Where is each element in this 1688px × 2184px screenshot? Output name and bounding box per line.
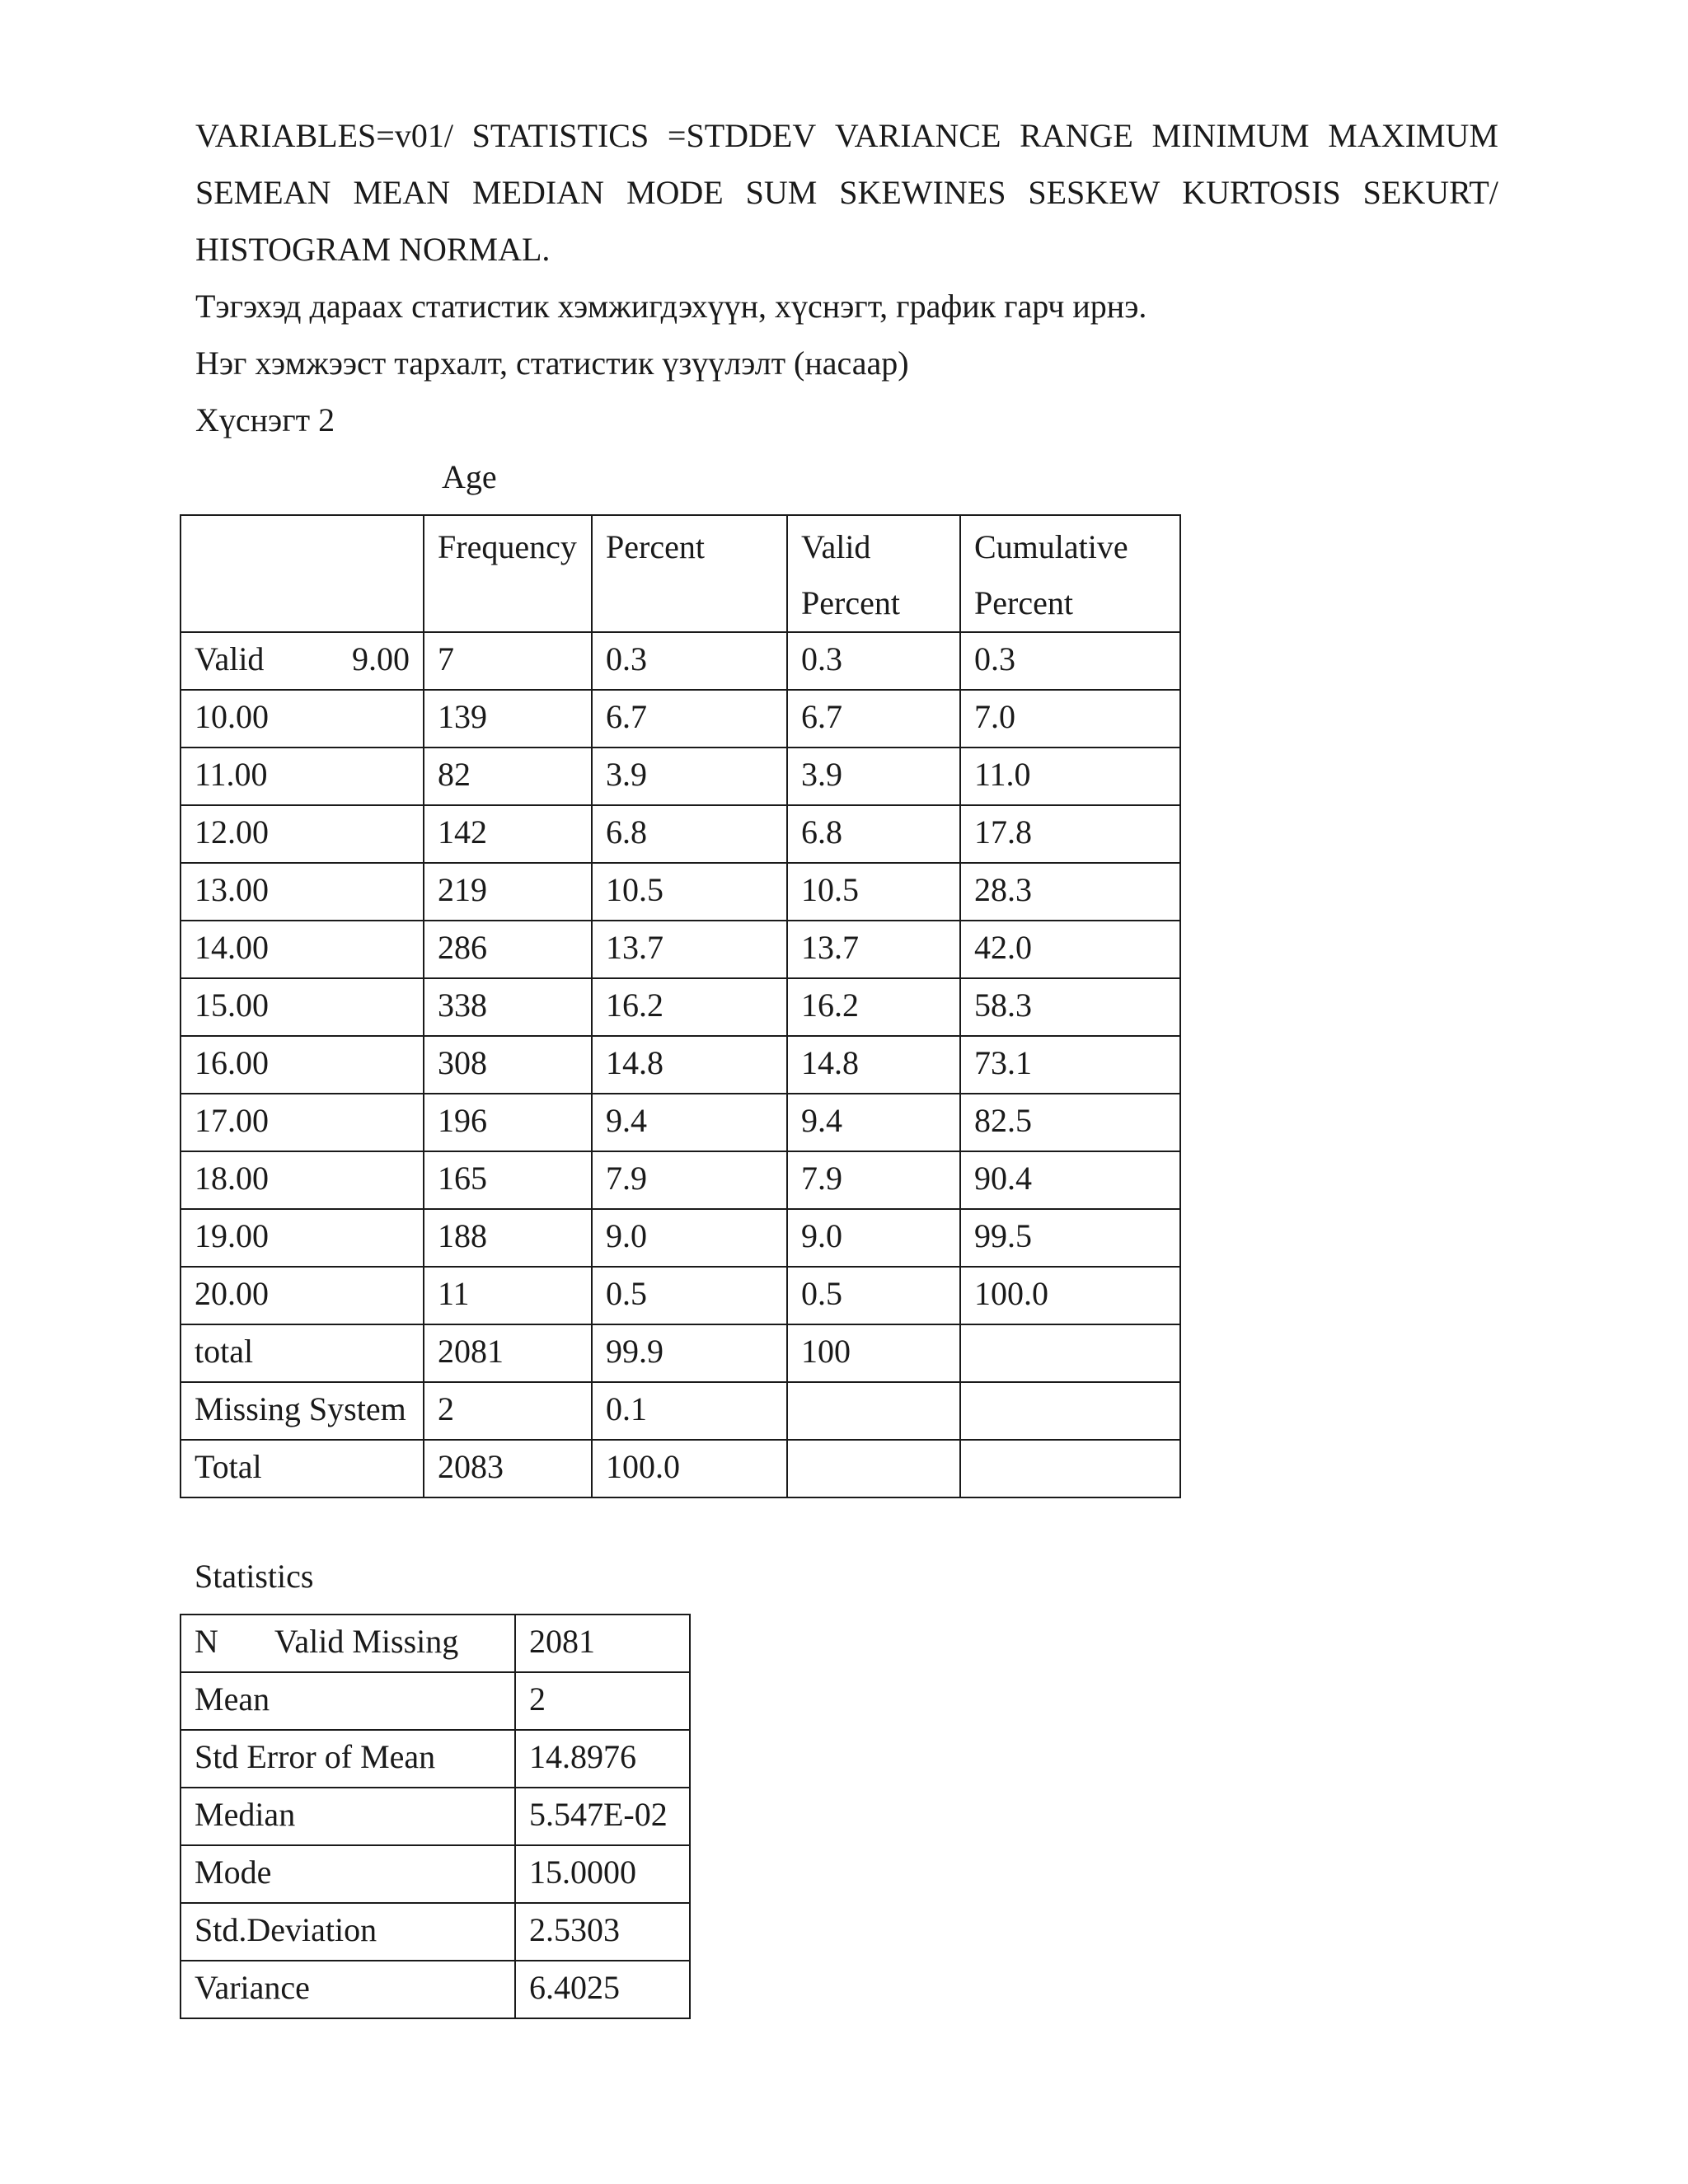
header-cell-valid-percent: Valid Percent	[787, 515, 960, 632]
valid-percent-cell: 7.9	[787, 1151, 960, 1209]
percent-cell: 99.9	[592, 1324, 787, 1382]
row-label: Std Error of Mean	[181, 1730, 515, 1788]
cumulative-percent-cell	[960, 1440, 1180, 1497]
frequency-cell: 219	[424, 863, 592, 921]
table-row	[181, 1730, 690, 1788]
table-row	[181, 1903, 690, 1961]
frequency-cell: 338	[424, 978, 592, 1036]
cumulative-percent-cell: 17.8	[960, 805, 1180, 863]
table-row	[181, 1961, 690, 2018]
percent-cell: 16.2	[592, 978, 787, 1036]
table-row-subtotal	[181, 1324, 1180, 1382]
valid-percent-cell: 6.7	[787, 690, 960, 748]
frequency-table	[180, 514, 1181, 1498]
cumulative-percent-cell: 28.3	[960, 863, 1180, 921]
valid-percent-cell: 0.5	[787, 1267, 960, 1324]
frequency-cell: 139	[424, 690, 592, 748]
n-sublabel: Valid Missing	[274, 1623, 459, 1660]
valid-percent-cell: 14.8	[787, 1036, 960, 1094]
row-label: 13.00	[181, 863, 424, 921]
syntax-line-2	[195, 176, 1498, 209]
valid-percent-cell: 9.0	[787, 1209, 960, 1267]
row-label: 14.00	[181, 921, 424, 978]
percent-cell: 6.7	[592, 690, 787, 748]
row-label: 17.00	[181, 1094, 424, 1151]
valid-percent-cell	[787, 1382, 960, 1440]
cumulative-percent-cell: 82.5	[960, 1094, 1180, 1151]
cumulative-percent-cell: 11.0	[960, 748, 1180, 805]
table-row	[181, 805, 1180, 863]
syntax-word: =STDDEV	[667, 117, 817, 154]
header-cell-empty	[181, 515, 424, 632]
value-cell: 14.8976	[515, 1730, 690, 1788]
intro-sentence: Тэгэхэд дараах статистик хэмжигдэхүүн, хүснэгт, график гарч ирнэ.	[195, 288, 1147, 325]
table-row	[181, 632, 1180, 690]
percent-cell: 14.8	[592, 1036, 787, 1094]
section-heading: Нэг хэмжээст тархалт, статистик үзүүлэлт (насаар)	[195, 344, 909, 382]
syntax-word: STATISTICS	[471, 117, 649, 154]
syntax-word: MINIMUM	[1151, 117, 1310, 154]
row-label: Mean	[181, 1672, 515, 1730]
percent-cell: 6.8	[592, 805, 787, 863]
n-label: N	[195, 1623, 218, 1660]
syntax-word: SEKURT/	[1362, 174, 1498, 211]
frequency-cell: 7	[424, 632, 592, 690]
header-cell-percent: Percent	[592, 515, 787, 632]
valid-group-label: Valid	[195, 640, 265, 677]
value-cell: 15.0000	[515, 1845, 690, 1903]
percent-cell: 7.9	[592, 1151, 787, 1209]
syntax-line-1	[195, 117, 1498, 154]
syntax-word: SUM	[745, 174, 818, 211]
cumulative-percent-cell	[960, 1382, 1180, 1440]
table-row	[181, 978, 1180, 1036]
valid-percent-cell: 16.2	[787, 978, 960, 1036]
valid-percent-cell: 9.4	[787, 1094, 960, 1151]
cumulative-percent-cell: 0.3	[960, 632, 1180, 690]
valid-percent-cell: 10.5	[787, 863, 960, 921]
percent-cell: 13.7	[592, 921, 787, 978]
percent-cell: 0.3	[592, 632, 787, 690]
frequency-cell: 188	[424, 1209, 592, 1267]
syntax-word: MODE	[626, 174, 724, 211]
valid-percent-cell: 6.8	[787, 805, 960, 863]
statistics-table	[180, 1614, 691, 2019]
row-label: total	[181, 1324, 424, 1382]
row-label-cell	[181, 632, 424, 690]
row-label: Median	[181, 1788, 515, 1845]
cumulative-percent-cell: 90.4	[960, 1151, 1180, 1209]
row-label: 18.00	[181, 1151, 424, 1209]
percent-cell: 0.5	[592, 1267, 787, 1324]
value-cell: 6.4025	[515, 1961, 690, 2018]
syntax-word: MAXIMUM	[1328, 117, 1498, 154]
frequency-cell: 11	[424, 1267, 592, 1324]
value-cell: 5.547E-02	[515, 1788, 690, 1845]
syntax-word: SKEWINES	[839, 174, 1006, 211]
syntax-word: SESKEW	[1028, 174, 1160, 211]
valid-percent-cell: 3.9	[787, 748, 960, 805]
value-cell: 2081	[515, 1615, 690, 1672]
row-label: 10.00	[181, 690, 424, 748]
percent-cell: 100.0	[592, 1440, 787, 1497]
table-row	[181, 921, 1180, 978]
syntax-word: MEDIAN	[472, 174, 605, 211]
table-row-missing	[181, 1382, 1180, 1440]
percent-cell: 9.4	[592, 1094, 787, 1151]
cumulative-percent-cell: 100.0	[960, 1267, 1180, 1324]
cumulative-percent-cell: 58.3	[960, 978, 1180, 1036]
table-row	[181, 1209, 1180, 1267]
row-label: Total	[181, 1440, 424, 1497]
valid-percent-cell: 13.7	[787, 921, 960, 978]
syntax-word: SEMEAN	[195, 174, 331, 211]
percent-cell: 3.9	[592, 748, 787, 805]
valid-percent-cell: 0.3	[787, 632, 960, 690]
percent-cell: 9.0	[592, 1209, 787, 1267]
syntax-word: VARIANCE	[834, 117, 1001, 154]
cumulative-percent-cell: 7.0	[960, 690, 1180, 748]
table-row	[181, 748, 1180, 805]
row-label: Variance	[181, 1961, 515, 2018]
frequency-cell: 2081	[424, 1324, 592, 1382]
table-row	[181, 1267, 1180, 1324]
frequency-cell: 196	[424, 1094, 592, 1151]
row-label: 11.00	[181, 748, 424, 805]
row-label: 16.00	[181, 1036, 424, 1094]
valid-percent-cell: 100	[787, 1324, 960, 1382]
table-row	[181, 1036, 1180, 1094]
syntax-word: MEAN	[353, 174, 451, 211]
row-label: Missing System	[181, 1382, 424, 1440]
table-row	[181, 1845, 690, 1903]
frequency-cell: 286	[424, 921, 592, 978]
table-row	[181, 863, 1180, 921]
frequency-cell: 308	[424, 1036, 592, 1094]
cumulative-percent-cell	[960, 1324, 1180, 1382]
row-label: 19.00	[181, 1209, 424, 1267]
frequency-cell: 165	[424, 1151, 592, 1209]
frequency-cell: 2	[424, 1382, 592, 1440]
percent-cell: 10.5	[592, 863, 787, 921]
table-number: Хүснэгт 2	[195, 401, 335, 438]
syntax-word: VARIABLES=v01/	[195, 117, 453, 154]
table-row	[181, 1615, 690, 1672]
percent-cell: 0.1	[592, 1382, 787, 1440]
table-row	[181, 1094, 1180, 1151]
frequency-cell: 142	[424, 805, 592, 863]
row-label: Std.Deviation	[181, 1903, 515, 1961]
freq-table-caption: Age	[442, 458, 497, 495]
value-cell: 2	[515, 1672, 690, 1730]
table-row	[181, 690, 1180, 748]
value-cell: 2.5303	[515, 1903, 690, 1961]
syntax-word: RANGE	[1020, 117, 1133, 154]
frequency-cell: 82	[424, 748, 592, 805]
header-cell-cumulative-percent: Cumulative Percent	[960, 515, 1180, 632]
table-header-row	[181, 515, 1180, 632]
cumulative-percent-cell: 99.5	[960, 1209, 1180, 1267]
table-row	[181, 1672, 690, 1730]
frequency-cell: 2083	[424, 1440, 592, 1497]
row-label: 20.00	[181, 1267, 424, 1324]
row-label: 9.00	[352, 640, 410, 677]
cumulative-percent-cell: 42.0	[960, 921, 1180, 978]
syntax-word: KURTOSIS	[1182, 174, 1341, 211]
table-row	[181, 1788, 690, 1845]
cumulative-percent-cell: 73.1	[960, 1036, 1180, 1094]
header-cell-frequency: Frequency	[424, 515, 592, 632]
row-label: 12.00	[181, 805, 424, 863]
valid-percent-cell	[787, 1440, 960, 1497]
table-row	[181, 1151, 1180, 1209]
syntax-line-3: HISTOGRAM NORMAL.	[195, 231, 551, 268]
table-row-total	[181, 1440, 1180, 1497]
row-label-cell	[181, 1615, 515, 1672]
stats-table-caption: Statistics	[195, 1558, 314, 1595]
row-label: Mode	[181, 1845, 515, 1903]
row-label: 15.00	[181, 978, 424, 1036]
